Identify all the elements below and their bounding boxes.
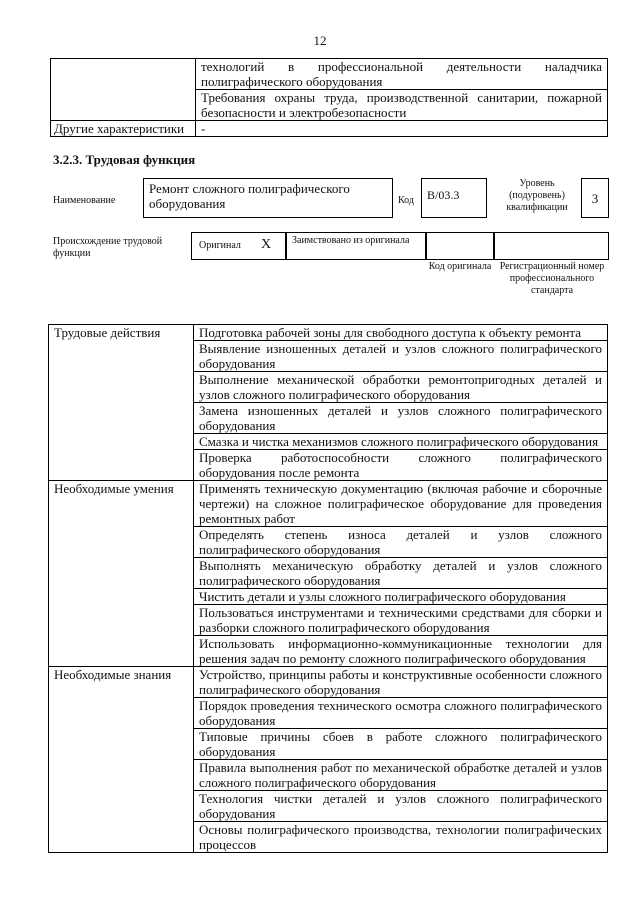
table-row xyxy=(51,121,608,137)
qualification-level-label: Уровень (подуровень) квалификации xyxy=(506,178,568,213)
group-item: Использовать информационно-коммуникационные технологии для решения задач по ремонту сложного полиграфического оборудования xyxy=(194,636,608,667)
group-item: Выполнять механическую обработку деталей и узлов сложного полиграфического оборудования xyxy=(194,558,608,589)
name-label: Наименование xyxy=(53,195,116,206)
group-item: Порядок проведения технического осмотра сложного полиграфического оборудования xyxy=(194,698,608,729)
previous-function-table xyxy=(50,58,608,137)
group-item: Пользоваться инструментами и техническими средствами для сборки и разборки сложного полиграфического оборудования xyxy=(194,605,608,636)
group-title: Необходимые умения xyxy=(49,481,194,667)
code-label: Код xyxy=(398,195,414,206)
group-item: Выявление изношенных деталей и узлов сложного полиграфического оборудования xyxy=(194,341,608,372)
code-original-box xyxy=(426,232,494,260)
borrowed-box: Заимствовано из оригинала xyxy=(286,232,426,260)
qualification-level-box: 3 xyxy=(581,178,609,218)
group-item: Правила выполнения работ по механической обработке деталей и узлов сложного полиграфического оборудования xyxy=(194,760,608,791)
table-cell-value: Требования охраны труда, производственной санитарии, пожарной безопасности и электробезопасности xyxy=(196,90,608,121)
group-item: Замена изношенных деталей и узлов сложного полиграфического оборудования xyxy=(194,403,608,434)
table-cell-label xyxy=(51,59,196,121)
table-row xyxy=(49,667,608,698)
function-detail-table xyxy=(48,324,608,853)
group-item: Проверка работоспособности сложного полиграфического оборудования после ремонта xyxy=(194,450,608,481)
group-item: Подготовка рабочей зоны для свободного доступа к объекту ремонта xyxy=(194,325,608,341)
group-item: Применять техническую документацию (включая рабочие и сборочные чертежи) на сложное полиграфическое оборудование для проведения ремонтных работ xyxy=(194,481,608,527)
group-item: Основы полиграфического производства, технологии полиграфических процессов xyxy=(194,822,608,853)
function-detail-body xyxy=(49,325,608,853)
table-cell-value: - xyxy=(196,121,608,137)
group-title: Необходимые знания xyxy=(49,667,194,853)
original-box xyxy=(191,232,286,260)
group-item: Определять степень износа деталей и узлов сложного полиграфического оборудования xyxy=(194,527,608,558)
table-row xyxy=(49,325,608,341)
group-item: Технология чистки деталей и узлов сложного полиграфического оборудования xyxy=(194,791,608,822)
original-mark: X xyxy=(261,237,272,252)
table-cell-label: Другие характеристики xyxy=(51,121,196,137)
table-row xyxy=(49,481,608,527)
table-cell-value: технологий в профессиональной деятельности наладчика полиграфического оборудования xyxy=(196,59,608,90)
group-title: Трудовые действия xyxy=(49,325,194,481)
page-number: 12 xyxy=(313,33,327,48)
function-name-box: Ремонт сложного полиграфического оборудования xyxy=(143,178,393,218)
reg-number-box xyxy=(494,232,609,260)
table-row xyxy=(51,59,608,90)
origin-label: Происхождение трудовой функции xyxy=(53,236,163,259)
code-original-label: Код оригинала xyxy=(428,261,492,272)
group-item: Чистить детали и узлы сложного полиграфического оборудования xyxy=(194,589,608,605)
group-item: Смазка и чистка механизмов сложного полиграфического оборудования xyxy=(194,434,608,450)
function-code-box: B/03.3 xyxy=(421,178,487,218)
group-item: Выполнение механической обработки ремонтопригодных деталей и узлов сложного полиграфического оборудования xyxy=(194,372,608,403)
original-label: Оригинал xyxy=(199,240,241,251)
group-item: Устройство, принципы работы и конструктивные особенности сложного полиграфического оборудования xyxy=(194,667,608,698)
section-title: 3.2.3. Трудовая функция xyxy=(53,152,196,167)
group-item: Типовые причины сбоев в работе сложного полиграфического оборудования xyxy=(194,729,608,760)
reg-number-label: Регистрационный номер профессионального стандарта xyxy=(499,261,605,296)
